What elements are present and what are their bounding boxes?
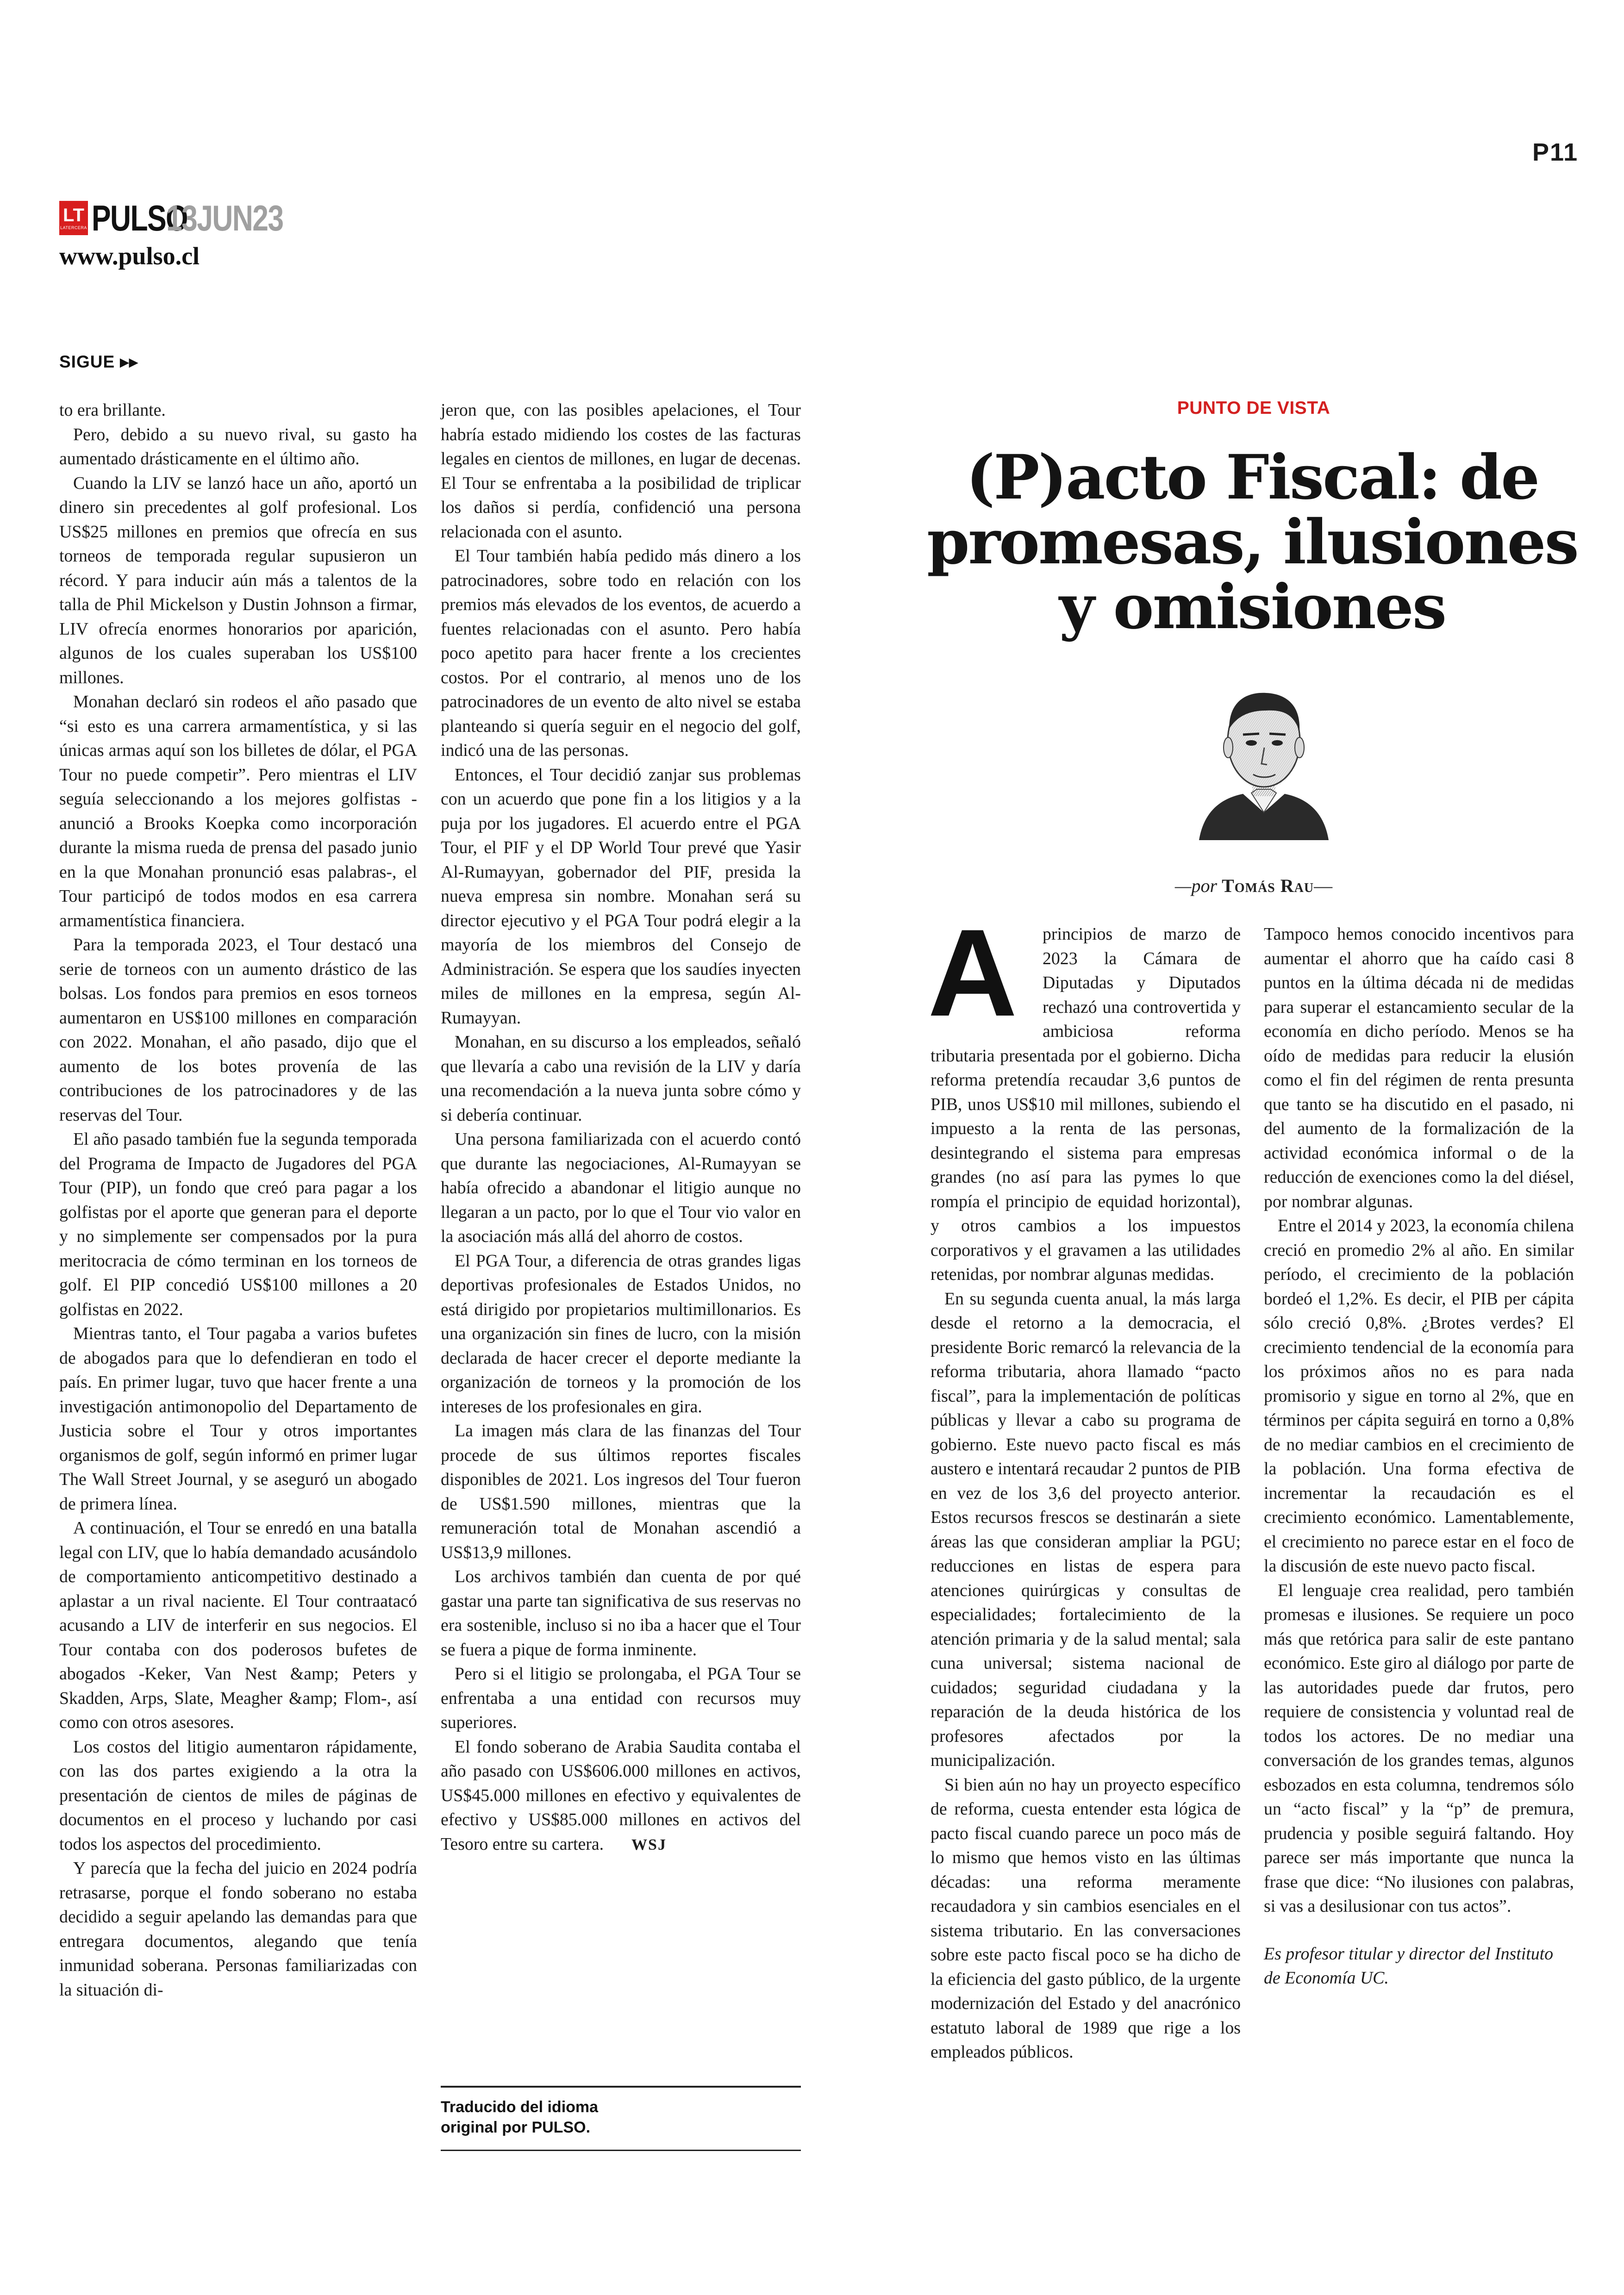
translation-note: Traducido del idioma original por PULSO. — [441, 2098, 599, 2136]
paragraph: Para la temporada 2023, el Tour destacó una serie de torneos con un aumento drástico de las bolsas. Los fondos para premios en esos torneos aumentaron en US$100 millones en comparación con 2022. Monahan, el año pasado, dijo que el aumento de los botes provenía de las contribuciones de los patrocinadores y de las reservas del Tour. — [59, 935, 417, 1125]
paragraph: Tampoco hemos conocido incentivos para aumentar el ahorro que ha caído casi 8 puntos en la última década ni de medidas para superar el estancamiento secular de la economía en dicho período. Menos se ha oído de medidas para reducir la elusión como el fin del régimen de renta presunta que tanto se ha discutido en el pasado, ni del aumento de la formalización de la actividad económica informal o de la reducción de exenciones como la del diésel, por nombrar algunas. — [1264, 924, 1574, 1211]
opinion-headline: (P)acto Fiscal: de promesas, ilusiones y omisiones — [927, 442, 1578, 643]
byline-suffix: — — [1314, 875, 1333, 896]
edition-date: 13JUN23 — [166, 197, 283, 238]
paragraph: Si bien aún no hay un proyecto específico de reforma, cuesta entender esta lógica de pacto fiscal cuando parece un poco más de lo mismo que hemos visto en las últimas décadas: una reforma meramente recaudadora y sin cambios esenciales en el sistema tributario. En las conversaciones sobre este pacto fiscal poco se ha dicho de la eficiencia del gasto público, de la urgente modernización del Estado y del anacrónico estatuto laboral de 1989 que rige a los empleados públicos. — [931, 1775, 1241, 2062]
paragraph — [928, 903, 1241, 1287]
paragraph: Pero si el litigio se prolongaba, el PGA Tour se enfrentaba a una entidad con recursos muy superiores. — [441, 1664, 801, 1732]
translation-note-box — [441, 2086, 801, 2151]
paragraph: Cuando la LIV se lanzó hace un año, aportó un dinero sin precedentes al golf profesional. Los US$25 millones en premios que ofrecía en sus torneos de temporada regular supusieron un récord. Y para inducir aún más a talentos de la talla de Phil Mickelson y Dustin Johnson a firmar, LIV ofrecía enormes honorarios por aparición, algunos de los cuales superaban los US$100 millones. — [59, 473, 417, 687]
author-name: Tomás Rau — [1222, 875, 1314, 896]
section-name: PULSO — [92, 197, 187, 238]
article-column-2 — [441, 398, 801, 1857]
paragraph-text: principios de marzo de 2023 la Cámara de Diputadas y Diputados rechazó una controvertida y ambiciosa reforma tributaria presentada por el gobierno. Dicha reforma pretendía recaudar 3,6 puntos de PIB, unos US$10 mil millones, subiendo el impuesto a la renta de las personas, desintegrando el sistema para empresas grandes (no así para las pymes lo que rompía el principio de equidad horizontal), y otros cambios a los impuestos corporativos y el gravamen a las utilidades retenidas, por nombrar algunas medidas. — [931, 924, 1241, 1284]
opinion-column-2 — [1264, 922, 1574, 1990]
site-url[interactable]: www.pulso.cl — [59, 242, 200, 270]
la-tercera-logo — [59, 201, 88, 235]
paragraph: Mientras tanto, el Tour pagaba a varios bufetes de abogados para que lo defendieran en todo el país. En primer lugar, tuvo que hacer frente a una investigación antimonopolio del Departamento de Justicia sobre el Tour y otros importantes organismos de golf, según informó en primer lugar The Wall Street Journal, y se aseguró un abogado de primera línea. — [59, 1324, 417, 1514]
paragraph: Monahan declaró sin rodeos el año pasado que “si esto es una carrera armamentística, y si las únicas armas aquí son los billetes de dólar, el PGA Tour no puede competir”. Pero mientras el LIV seguía seleccionando a los mejores golfistas -anunció a Brooks Koepka como incorporación durante la misma rueda de prensa del pasado junio en la que Monahan pronunció esas palabras-, el Tour participó de todos modos en esa carrera armamentística financiera. — [59, 692, 417, 930]
paragraph: El PGA Tour, a diferencia de otras grandes ligas deportivas profesionales de Estados Unidos, no está dirigido por propietarios multimillonarios. Es una organización sin fines de lucro, con la misión declarada de hacer crecer el deporte mediante la organización de torneos y la promoción de los intereses de los profesionales en gira. — [441, 1251, 801, 1416]
author-portrait — [1197, 674, 1331, 840]
paragraph: Y parecía que la fecha del juicio en 2024 podría retrasarse, porque el fondo soberano no estaba decidido a seguir apelando las demandas para que entregara documentos, alegando que tenía inmunidad soberana. Personas familiarizadas con la situación di- — [59, 1858, 417, 2000]
paragraph: Pero, debido a su nuevo rival, su gasto ha aumentado drásticamente en el último año. — [59, 424, 417, 468]
paragraph: Una persona familiarizada con el acuerdo contó que durante las negociaciones, Al-Rumayyan se había ofrecido a abandonar el litigio aunque no llegaran a un pacto, por lo que el Tour vio valor en la asociación más allá del ahorro de costos. — [441, 1129, 801, 1246]
author-bio: Es profesor titular y director del Instituto de Economía UC. — [1264, 1944, 1554, 1988]
opinion-column-1 — [928, 903, 1241, 2064]
paragraph: A continuación, el Tour se enredó en una batalla legal con LIV, que lo había demandado acusándolo de comportamiento anticompetitivo destinado a aplastar a un rival naciente. El Tour contraatacó acusando a LIV de interferir en sus negocios. El Tour contaba con dos poderosos bufetes de abogados -Keker, Van Nest &amp; Peters y Skadden, Arps, Slate, Meagher &amp; Flom-, así como con otros asesores. — [59, 1518, 417, 1732]
paragraph: Entonces, el Tour decidió zanjar sus problemas con un acuerdo que pone fin a los litigios y a la puja por los jugadores. El acuerdo entre el PGA Tour, el PIF y el DP World Tour prevé que Yasir Al-Rumayyan, gobernador del PIF, presida la nueva empresa sin nombre. Monahan será su director ejecutivo y el PGA Tour podrá elegir a la mayoría de los miembros del Consejo de Administración. Se espera que los saudíes inyecten miles de millones en la empresa, según Al-Rumayyan. — [441, 765, 801, 1028]
paragraph: El Tour también había pedido más dinero a los patrocinadores, sobre todo en relación con los premios más elevados de los eventos, de acuerdo a fuentes relacionadas con el asunto. Pero había poco apetito para hacer frente a los crecientes costos. Por el contrario, al menos uno de los patrocinadores de un evento de alto nivel se estaba planteando si quería seguir en el negocio del golf, indicó una de las personas. — [441, 546, 801, 760]
masthead — [59, 199, 312, 237]
paragraph: La imagen más clara de las finanzas del Tour procede de sus últimos reportes fiscales disponibles de 2021. Los ingresos del Tour fueron de US$1.590 millones, mientras que la remuneración total de Monahan ascendió a US$13,9 millones. — [441, 1421, 801, 1562]
paragraph: Entre el 2014 y 2023, la economía chilena creció en promedio 2% al año. En similar período, el crecimiento de la población bordeó el 1,2%. Es decir, el PIB per cápita sólo creció 0,8%. ¿Brotes verdes? El crecimiento tendencial de la economía para los próximos años no es para nada promisorio y sigue en torno al 2%, que en términos per cápita seguirá en torno a 0,8% de no mediar cambios en el crecimiento de la población. Una forma efectiva de incrementar la recaudación es el crecimiento económico. Lamentablemente, el crecimiento no parece estar en el foco de la discusión de este nuevo pacto fiscal. — [1264, 1216, 1574, 1576]
wsj-signature: WSJ — [631, 1836, 667, 1853]
drop-cap: A — [928, 903, 1018, 1042]
article-column-1 — [59, 398, 417, 2002]
logo-subtext: LATERCERA — [60, 225, 87, 230]
paragraph: El año pasado también fue la segunda temporada del Programa de Impacto de Jugadores del PGA Tour (PIP), un fondo que creó para pagar a los golfistas por el aporte que generan para el deporte y no simplemente ser compensados por la pura meritocracia de cómo terminan en los torneos de golf. El PIP concedió US$100 millones a 20 golfistas en 2022. — [59, 1129, 417, 1319]
paragraph: jeron que, con las posibles apelaciones, el Tour habría estado midiendo los costes de las facturas legales en cientos de millones, en lugar de decenas. El Tour se enfrentaba a la posibilidad de triplicar los daños si perdía, confidenció una persona relacionada con el asunto. — [441, 400, 801, 542]
byline-prefix: —por — [1174, 875, 1218, 896]
byline — [939, 875, 1568, 897]
paragraph: En su segunda cuenta anual, la más larga desde el retorno a la democracia, el presidente Boric remarcó la relevancia de la reforma tributaria, ahora llamado “pacto fiscal”, para la implementación de políticas públicas y llevar a cabo su programa de gobierno. Este nuevo pacto fiscal es más austero e intentará recaudar 2 puntos de PIB en vez de los 3,6 del proyecto anterior. Estos recursos frescos se destinarán a siete áreas las que consideran ampliar la PGU; reducciones en listas de espera para atenciones quirúrgicas y consultas de especialidades; fortalecimiento de la atención primaria y de la salud mental; sala cuna universal; sistema nacional de cuidados; seguridad ciudadana y la reparación de la deuda histórica de los profesores afectados por la municipalización. — [931, 1289, 1241, 1770]
logo-text: LT — [63, 205, 84, 225]
paragraph — [441, 1735, 801, 1858]
paragraph: Los archivos también dan cuenta de por qué gastar una parte tan significativa de sus reservas no era sostenible, incluso si no iba a hacer que el Tour se fuera a pique de forma inminente. — [441, 1567, 801, 1659]
paragraph: Monahan, en su discurso a los empleados, señaló que llevaría a cabo una revisión de la LIV y daría una recomendación a la nueva junta sobre cómo y si debería continuar. — [441, 1032, 801, 1125]
paragraph-text: El fondo soberano de Arabia Saudita contaba el año pasado con US$606.000 millones en activos, US$45.000 millones en efectivo y equivalentes de efectivo y US$85.000 millones en activos del Tesoro entre su cartera. — [441, 1737, 801, 1854]
continues-label: SIGUE ▸▸ — [59, 352, 138, 371]
page-number: P11 — [1532, 138, 1579, 166]
paragraph: El lenguaje crea realidad, pero también promesas e ilusiones. Se requiere un poco más que retórica para salir de este pantano económico. Este giro al diálogo por parte de las autoridades puede dar frutos, pero requiere de consistencia y voluntad real de todos los actores. De no mediar una conversación de los grandes temas, algunos esbozados en esta columna, tendremos sólo un “acto fiscal” y la “p” de premura, prudencia y posible seguirá faltando. Hoy parece ser más importante que nunca la frase que dice: “No ilusiones con palabras, si vas a desilusionar con tus actos”. — [1264, 1580, 1574, 1916]
paragraph: Los costos del litigio aumentaron rápidamente, con las dos partes exigiendo a la otra la presentación de cientos de miles de páginas de documentos en el proceso y luchando por casi todos los aspectos del procedimiento. — [59, 1737, 417, 1854]
section-kicker: PUNTO DE VISTA — [1177, 398, 1330, 418]
paragraph: to era brillante. — [59, 400, 166, 420]
